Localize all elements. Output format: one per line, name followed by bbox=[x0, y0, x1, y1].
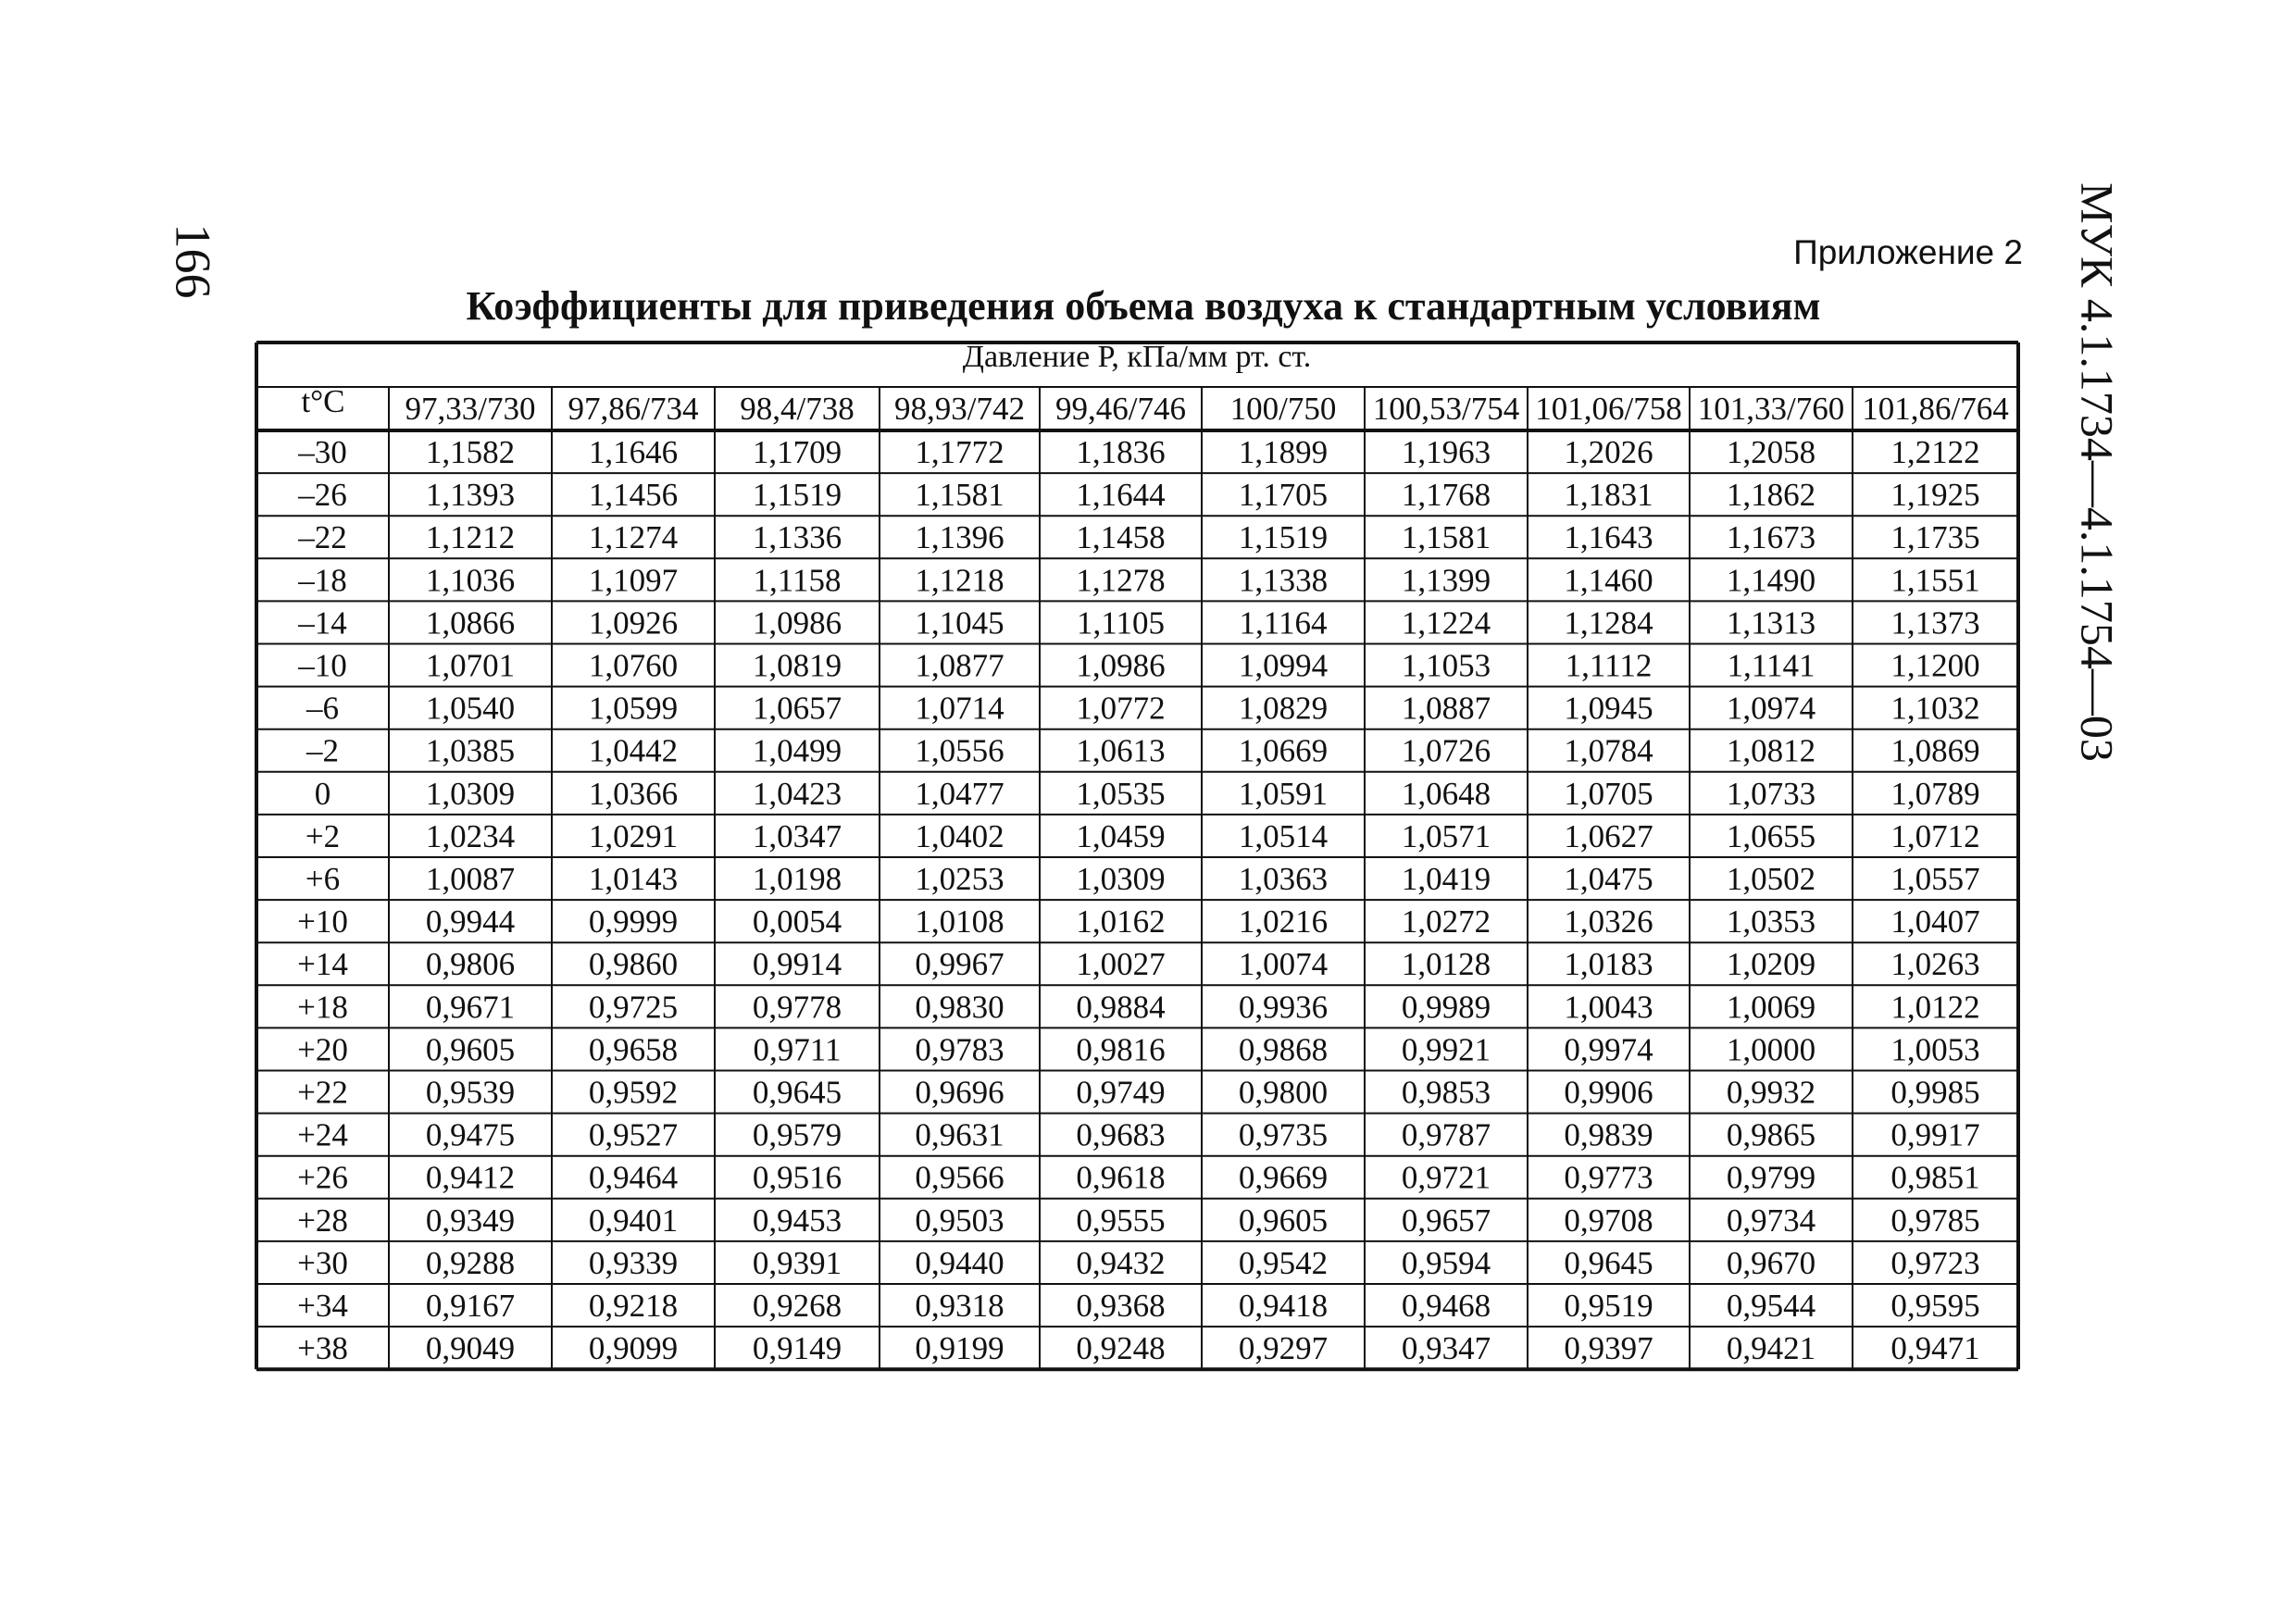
coefficient-cell: 1,0733 bbox=[1726, 775, 1816, 812]
coefficient-cell: 1,0877 bbox=[915, 647, 1004, 684]
coefficient-cell: 1,1105 bbox=[1077, 604, 1165, 642]
coefficient-cell: 1,0571 bbox=[1401, 817, 1491, 854]
coefficient-cell: 1,1551 bbox=[1890, 562, 1980, 599]
coefficient-cell: 0,9605 bbox=[425, 1031, 516, 1068]
coefficient-cell: 1,1458 bbox=[1076, 519, 1166, 556]
coefficient-cell: 1,0726 bbox=[1401, 732, 1491, 769]
coefficient-cell: 0,9503 bbox=[915, 1202, 1004, 1239]
coefficient-cell: 1,0459 bbox=[1076, 817, 1166, 854]
coefficient-cell: 0,9464 bbox=[588, 1159, 679, 1196]
coefficient-cell: 1,0986 bbox=[1076, 647, 1166, 684]
coefficient-cell: 1,1158 bbox=[753, 562, 842, 599]
coefficient-cell: 0,9853 bbox=[1401, 1074, 1491, 1111]
coefficient-cell: 0,9725 bbox=[588, 989, 679, 1026]
coefficient-cell: 1,0442 bbox=[588, 732, 679, 769]
coefficient-cell: 0,9696 bbox=[915, 1074, 1004, 1111]
coefficient-cell: 1,0866 bbox=[425, 604, 516, 642]
temperature-cell: +38 bbox=[297, 1330, 348, 1367]
coefficient-cell: 1,1212 bbox=[425, 519, 516, 556]
coefficient-cell: 1,1284 bbox=[1564, 604, 1653, 642]
coefficient-cell: 1,0027 bbox=[1076, 946, 1166, 983]
coefficient-cell: 1,0974 bbox=[1726, 690, 1816, 727]
coefficient-cell: 0,9906 bbox=[1564, 1074, 1653, 1111]
coefficient-cell: 0,9851 bbox=[1890, 1159, 1980, 1196]
coefficient-cell: 1,1218 bbox=[915, 562, 1004, 599]
coefficient-cell: 1,1925 bbox=[1890, 477, 1980, 514]
coefficient-cell: 0,9605 bbox=[1238, 1202, 1329, 1239]
coefficient-cell: 1,0829 bbox=[1238, 690, 1329, 727]
coefficient-cell: 0,9670 bbox=[1726, 1244, 1816, 1281]
coefficient-cell: 1,0701 bbox=[425, 647, 516, 684]
coefficient-cell: 0,9631 bbox=[915, 1116, 1004, 1153]
coefficient-cell: 0,9658 bbox=[588, 1031, 679, 1068]
coefficient-cell: 1,0108 bbox=[915, 903, 1004, 941]
coefficient-cell: 1,0087 bbox=[425, 861, 516, 897]
coefficient-cell: 0,9830 bbox=[915, 989, 1004, 1026]
coefficient-cell: 0,9421 bbox=[1726, 1330, 1816, 1367]
coefficient-cell: 1,0053 bbox=[1890, 1031, 1980, 1068]
coefficient-cell: 0,9865 bbox=[1726, 1116, 1816, 1153]
coefficient-cell: 0,9778 bbox=[752, 989, 842, 1026]
coefficient-cell: 0,9914 bbox=[752, 946, 842, 983]
coefficient-cell: 1,1200 bbox=[1890, 647, 1980, 684]
coefficient-cell: 1,0627 bbox=[1564, 817, 1653, 854]
coefficient-cell: 1,0887 bbox=[1401, 690, 1491, 727]
coefficient-cell: 1,0655 bbox=[1726, 817, 1816, 854]
coefficient-cell: 0,9471 bbox=[1890, 1330, 1980, 1367]
coefficient-cell: 0,9860 bbox=[588, 946, 679, 983]
temperature-cell: –6 bbox=[306, 690, 339, 727]
coefficient-cell: 1,1053 bbox=[1401, 647, 1491, 684]
coefficient-cell: 0,9749 bbox=[1076, 1074, 1166, 1111]
coefficient-cell: 1,1644 bbox=[1076, 477, 1166, 514]
pressure-column-header: 100,53/754 bbox=[1372, 391, 1520, 427]
coefficient-cell: 0,9592 bbox=[588, 1074, 679, 1111]
coefficient-cell: 0,9391 bbox=[752, 1244, 842, 1281]
coefficient-cell: 0,9944 bbox=[425, 903, 516, 941]
coefficient-cell: 0,9412 bbox=[425, 1159, 516, 1196]
table-title: Коэффициенты для приведения объема воздуха к стандартным условиям bbox=[466, 283, 1821, 329]
coefficient-cell: 0,9734 bbox=[1726, 1202, 1816, 1239]
temperature-cell: –30 bbox=[298, 434, 347, 470]
coefficient-cell: 1,1313 bbox=[1726, 604, 1816, 642]
coefficient-cell: 1,0556 bbox=[915, 732, 1004, 769]
coefficient-cell: 1,0402 bbox=[915, 817, 1004, 854]
coefficient-cell: 1,0122 bbox=[1890, 989, 1980, 1026]
coefficient-cell: 1,0705 bbox=[1564, 775, 1653, 812]
temperature-cell: +2 bbox=[305, 817, 341, 854]
coefficient-cell: 1,1705 bbox=[1238, 477, 1329, 514]
coefficient-cell: 1,0326 bbox=[1564, 903, 1653, 941]
coefficient-cell: 1,1673 bbox=[1726, 519, 1816, 556]
coefficient-cell: 0,9339 bbox=[588, 1244, 679, 1281]
temperature-cell: +24 bbox=[297, 1116, 348, 1153]
coefficient-cell: 1,1519 bbox=[752, 477, 842, 514]
coefficient-cell: 1,0502 bbox=[1726, 861, 1816, 897]
coefficient-cell: 0,9787 bbox=[1401, 1116, 1491, 1153]
coefficient-cell: 0,9453 bbox=[752, 1202, 842, 1239]
temperature-cell: +22 bbox=[297, 1074, 348, 1111]
coefficient-cell: 1,0209 bbox=[1726, 946, 1816, 983]
coefficient-cell: 0,0054 bbox=[752, 903, 842, 941]
coefficient-cell: 1,0540 bbox=[425, 690, 516, 727]
coefficient-cell: 1,0162 bbox=[1076, 903, 1166, 941]
coefficient-cell: 0,9806 bbox=[425, 946, 516, 983]
coefficient-cell: 1,0712 bbox=[1890, 817, 1980, 854]
coefficient-cell: 0,9566 bbox=[915, 1159, 1004, 1196]
coefficient-cell: 0,9868 bbox=[1238, 1031, 1329, 1068]
coefficient-cell: 1,0347 bbox=[752, 817, 842, 854]
coefficient-cell: 1,0069 bbox=[1726, 989, 1816, 1026]
coefficient-cell: 1,1164 bbox=[1239, 604, 1328, 642]
coefficient-cell: 1,1045 bbox=[915, 604, 1004, 642]
coefficient-cell: 0,9985 bbox=[1890, 1074, 1980, 1111]
coefficient-cell: 0,9595 bbox=[1890, 1288, 1980, 1324]
coefficient-cell: 0,9671 bbox=[425, 989, 516, 1026]
coefficient-cell: 0,9785 bbox=[1890, 1202, 1980, 1239]
coefficient-cell: 1,0043 bbox=[1564, 989, 1653, 1026]
coefficient-cell: 1,0657 bbox=[752, 690, 842, 727]
coefficient-cell: 1,1393 bbox=[425, 477, 516, 514]
coefficient-cell: 1,0366 bbox=[588, 775, 679, 812]
coefficient-cell: 1,1274 bbox=[588, 519, 679, 556]
temperature-cell: –26 bbox=[298, 477, 347, 514]
coefficient-cell: 1,1336 bbox=[752, 519, 842, 556]
coefficient-cell: 0,9397 bbox=[1564, 1330, 1653, 1367]
coefficient-cell: 1,0000 bbox=[1726, 1031, 1816, 1068]
temperature-cell: +34 bbox=[297, 1288, 348, 1324]
coefficient-cell: 1,0789 bbox=[1890, 775, 1980, 812]
coefficient-cell: 0,9401 bbox=[588, 1202, 679, 1239]
pressure-column-header: 101,33/760 bbox=[1697, 391, 1845, 427]
coefficient-cell: 1,0309 bbox=[425, 775, 516, 812]
coefficient-cell: 1,1768 bbox=[1401, 477, 1491, 514]
coefficient-cell: 0,9711 bbox=[753, 1031, 842, 1068]
coefficient-cell: 1,1112 bbox=[1565, 647, 1653, 684]
coefficient-cell: 1,0812 bbox=[1726, 732, 1816, 769]
coefficient-cell: 1,0423 bbox=[752, 775, 842, 812]
coefficient-cell: 1,1519 bbox=[1238, 519, 1329, 556]
coefficient-cell: 0,9432 bbox=[1076, 1244, 1166, 1281]
coefficient-cell: 0,9645 bbox=[752, 1074, 842, 1111]
coefficient-cell: 1,0143 bbox=[588, 861, 679, 897]
coefficient-cell: 0,9318 bbox=[915, 1288, 1004, 1324]
coefficient-cell: 0,9708 bbox=[1564, 1202, 1653, 1239]
pressure-column-header: 97,33/730 bbox=[405, 391, 536, 427]
temperature-cell: +26 bbox=[297, 1159, 348, 1196]
coefficient-cell: 1,2026 bbox=[1564, 434, 1653, 470]
coefficient-cell: 0,9516 bbox=[752, 1159, 842, 1196]
coefficient-cell: 1,0945 bbox=[1564, 690, 1653, 727]
coefficient-cell: 0,9974 bbox=[1564, 1031, 1653, 1068]
pressure-column-header: 98,93/742 bbox=[894, 391, 1025, 427]
coefficient-cell: 1,0253 bbox=[915, 861, 1004, 897]
coefficient-cell: 1,0419 bbox=[1401, 861, 1491, 897]
pressure-column-header: 99,46/746 bbox=[1055, 391, 1186, 427]
coefficient-cell: 1,0994 bbox=[1238, 647, 1329, 684]
coefficient-cell: 0,9468 bbox=[1401, 1288, 1491, 1324]
appendix-label: Приложение 2 bbox=[1793, 233, 2023, 271]
coefficient-cell: 0,9816 bbox=[1076, 1031, 1166, 1068]
coefficient-cell: 0,9297 bbox=[1238, 1330, 1329, 1367]
coefficient-cell: 1,1582 bbox=[425, 434, 516, 470]
coefficient-cell: 1,1963 bbox=[1401, 434, 1491, 470]
pressure-column-header: 101,06/758 bbox=[1535, 391, 1682, 427]
coefficient-cell: 1,1373 bbox=[1890, 604, 1980, 642]
coefficient-cell: 0,9199 bbox=[915, 1330, 1004, 1367]
pressure-column-header: 98,4/738 bbox=[740, 391, 855, 427]
coefficient-cell: 1,0272 bbox=[1401, 903, 1491, 941]
coefficient-cell: 0,9594 bbox=[1401, 1244, 1491, 1281]
coefficient-cell: 0,9723 bbox=[1890, 1244, 1980, 1281]
coefficient-cell: 1,1581 bbox=[915, 477, 1004, 514]
coefficient-cell: 0,9218 bbox=[588, 1288, 679, 1324]
coefficient-cell: 1,0198 bbox=[752, 861, 842, 897]
coefficient-cell: 1,1490 bbox=[1726, 562, 1816, 599]
coefficient-cell: 0,9368 bbox=[1076, 1288, 1166, 1324]
coefficient-cell: 0,9579 bbox=[752, 1116, 842, 1153]
coefficient-cell: 0,9799 bbox=[1726, 1159, 1816, 1196]
temperature-cell: –14 bbox=[298, 604, 347, 642]
coefficient-cell: 1,1460 bbox=[1564, 562, 1653, 599]
coefficient-cell: 0,9657 bbox=[1401, 1202, 1491, 1239]
coefficient-cell: 0,9440 bbox=[915, 1244, 1004, 1281]
coefficient-cell: 1,1278 bbox=[1076, 562, 1166, 599]
coefficient-cell: 1,0291 bbox=[588, 817, 679, 854]
pressure-column-header: 101,86/764 bbox=[1862, 391, 2009, 427]
coefficient-cell: 1,1032 bbox=[1890, 690, 1980, 727]
temperature-cell: –22 bbox=[298, 519, 347, 556]
coefficient-cell: 0,9049 bbox=[425, 1330, 516, 1367]
coefficient-cell: 0,9917 bbox=[1890, 1116, 1980, 1153]
coefficient-cell: 0,9544 bbox=[1726, 1288, 1816, 1324]
coefficient-cell: 0,9921 bbox=[1401, 1031, 1491, 1068]
coefficient-cell: 0,9527 bbox=[588, 1116, 679, 1153]
coefficient-cell: 0,9735 bbox=[1238, 1116, 1329, 1153]
coefficient-cell: 1,1036 bbox=[425, 562, 516, 599]
coefficient-cell: 1,0784 bbox=[1564, 732, 1653, 769]
coefficient-cell: 1,0353 bbox=[1726, 903, 1816, 941]
coefficient-cell: 0,9288 bbox=[425, 1244, 516, 1281]
coefficient-cell: 0,9669 bbox=[1238, 1159, 1329, 1196]
coefficient-cell: 1,1097 bbox=[588, 562, 679, 599]
coefficient-cell: 1,1399 bbox=[1401, 562, 1491, 599]
coefficient-cell: 1,1862 bbox=[1726, 477, 1816, 514]
temperature-cell: +14 bbox=[297, 946, 348, 983]
coefficient-cell: 0,9721 bbox=[1401, 1159, 1491, 1196]
coefficient-cell: 1,1141 bbox=[1727, 647, 1816, 684]
coefficient-cell: 0,9645 bbox=[1564, 1244, 1653, 1281]
coefficient-cell: 1,0363 bbox=[1238, 861, 1329, 897]
coefficient-cell: 1,0819 bbox=[752, 647, 842, 684]
coefficient-cell: 1,0514 bbox=[1238, 817, 1329, 854]
coefficient-cell: 0,9839 bbox=[1564, 1116, 1653, 1153]
coefficient-cell: 1,0535 bbox=[1076, 775, 1166, 812]
temperature-cell: +10 bbox=[297, 903, 348, 941]
coefficient-cell: 0,9149 bbox=[752, 1330, 842, 1367]
temperature-cell: –2 bbox=[306, 732, 339, 769]
coefficient-cell: 1,0234 bbox=[425, 817, 516, 854]
temperature-cell: +18 bbox=[297, 989, 348, 1026]
coefficient-cell: 1,1899 bbox=[1238, 434, 1329, 470]
coefficient-cell: 1,1338 bbox=[1238, 562, 1329, 599]
coefficient-cell: 1,0216 bbox=[1238, 903, 1329, 941]
coefficient-cell: 0,9542 bbox=[1238, 1244, 1329, 1281]
coefficient-cell: 1,1709 bbox=[752, 434, 842, 470]
coefficient-cell: 0,9349 bbox=[425, 1202, 516, 1239]
coefficient-cell: 0,9800 bbox=[1238, 1074, 1329, 1111]
temperature-header: t°C bbox=[301, 383, 345, 419]
coefficient-cell: 1,1456 bbox=[588, 477, 679, 514]
coefficient-cell: 0,9268 bbox=[752, 1288, 842, 1324]
coefficient-cell: 0,9618 bbox=[1076, 1159, 1166, 1196]
coefficient-cell: 1,1224 bbox=[1401, 604, 1491, 642]
document-code: МУК 4.1.1734—4.1.1754—03 bbox=[2071, 182, 2124, 762]
temperature-cell: –18 bbox=[298, 562, 347, 599]
coefficient-cell: 0,9936 bbox=[1238, 989, 1329, 1026]
coefficient-cell: 0,9932 bbox=[1726, 1074, 1816, 1111]
coefficient-cell: 1,0772 bbox=[1076, 690, 1166, 727]
coefficient-cell: 1,2058 bbox=[1726, 434, 1816, 470]
coefficient-cell: 1,1646 bbox=[588, 434, 679, 470]
coefficient-cell: 0,9167 bbox=[425, 1288, 516, 1324]
coefficient-cell: 0,9783 bbox=[915, 1031, 1004, 1068]
coefficient-cell: 1,0557 bbox=[1890, 861, 1980, 897]
coefficient-cell: 0,9475 bbox=[425, 1116, 516, 1153]
coefficient-cell: 1,0475 bbox=[1564, 861, 1653, 897]
coefficient-cell: 1,1735 bbox=[1890, 519, 1980, 556]
coefficient-cell: 0,9989 bbox=[1401, 989, 1491, 1026]
coefficient-cell: 0,9539 bbox=[425, 1074, 516, 1111]
coefficient-cell: 1,0477 bbox=[915, 775, 1004, 812]
temperature-cell: –10 bbox=[298, 647, 347, 684]
coefficient-cell: 1,0599 bbox=[588, 690, 679, 727]
coefficient-cell: 0,9967 bbox=[915, 946, 1004, 983]
temperature-cell: 0 bbox=[314, 775, 331, 812]
temperature-cell: +6 bbox=[305, 861, 341, 897]
coefficient-cell: 1,1581 bbox=[1401, 519, 1491, 556]
coefficient-cell: 0,9099 bbox=[588, 1330, 679, 1367]
coefficient-cell: 1,0613 bbox=[1076, 732, 1166, 769]
coefficient-cell: 1,0309 bbox=[1076, 861, 1166, 897]
coefficient-cell: 1,0926 bbox=[588, 604, 679, 642]
coefficient-cell: 1,1836 bbox=[1076, 434, 1166, 470]
coefficient-cell: 1,0714 bbox=[915, 690, 1004, 727]
coefficient-cell: 0,9555 bbox=[1076, 1202, 1166, 1239]
temperature-cell: +30 bbox=[297, 1244, 348, 1281]
coefficient-cell: 0,9248 bbox=[1076, 1330, 1166, 1367]
coefficient-cell: 1,0986 bbox=[752, 604, 842, 642]
coefficient-cell: 0,9683 bbox=[1076, 1116, 1166, 1153]
coefficient-cell: 1,1643 bbox=[1564, 519, 1653, 556]
page-number: 166 bbox=[165, 223, 221, 299]
pressure-header: Давление Р, кПа/мм рт. ст. bbox=[962, 340, 1312, 374]
coefficient-cell: 1,0385 bbox=[425, 732, 516, 769]
temperature-cell: +28 bbox=[297, 1202, 348, 1239]
coefficient-cell: 1,0263 bbox=[1890, 946, 1980, 983]
coefficient-cell: 1,1396 bbox=[915, 519, 1004, 556]
coefficient-cell: 1,0074 bbox=[1238, 946, 1329, 983]
coefficient-cell: 1,0648 bbox=[1401, 775, 1491, 812]
coefficient-cell: 0,9418 bbox=[1238, 1288, 1329, 1324]
coefficient-cell: 1,1772 bbox=[915, 434, 1004, 470]
coefficient-cell: 0,9999 bbox=[588, 903, 679, 941]
coefficient-cell: 1,0591 bbox=[1238, 775, 1329, 812]
coefficient-cell: 0,9519 bbox=[1564, 1288, 1653, 1324]
coefficient-cell: 1,1831 bbox=[1564, 477, 1653, 514]
coefficient-cell: 1,2122 bbox=[1890, 434, 1980, 470]
coefficient-cell: 0,9347 bbox=[1401, 1330, 1491, 1367]
temperature-cell: +20 bbox=[297, 1031, 348, 1068]
coefficient-cell: 1,0869 bbox=[1890, 732, 1980, 769]
pressure-column-header: 100/750 bbox=[1229, 391, 1337, 427]
coefficient-cell: 1,0760 bbox=[588, 647, 679, 684]
coefficient-cell: 0,9884 bbox=[1076, 989, 1166, 1026]
coefficient-cell: 1,0128 bbox=[1401, 946, 1491, 983]
coefficient-cell: 1,0183 bbox=[1564, 946, 1653, 983]
coefficient-cell: 1,0499 bbox=[752, 732, 842, 769]
coefficient-cell: 0,9773 bbox=[1564, 1159, 1653, 1196]
coefficient-cell: 1,0669 bbox=[1238, 732, 1329, 769]
pressure-column-header: 97,86/734 bbox=[568, 391, 699, 427]
coefficient-cell: 1,0407 bbox=[1890, 903, 1980, 941]
